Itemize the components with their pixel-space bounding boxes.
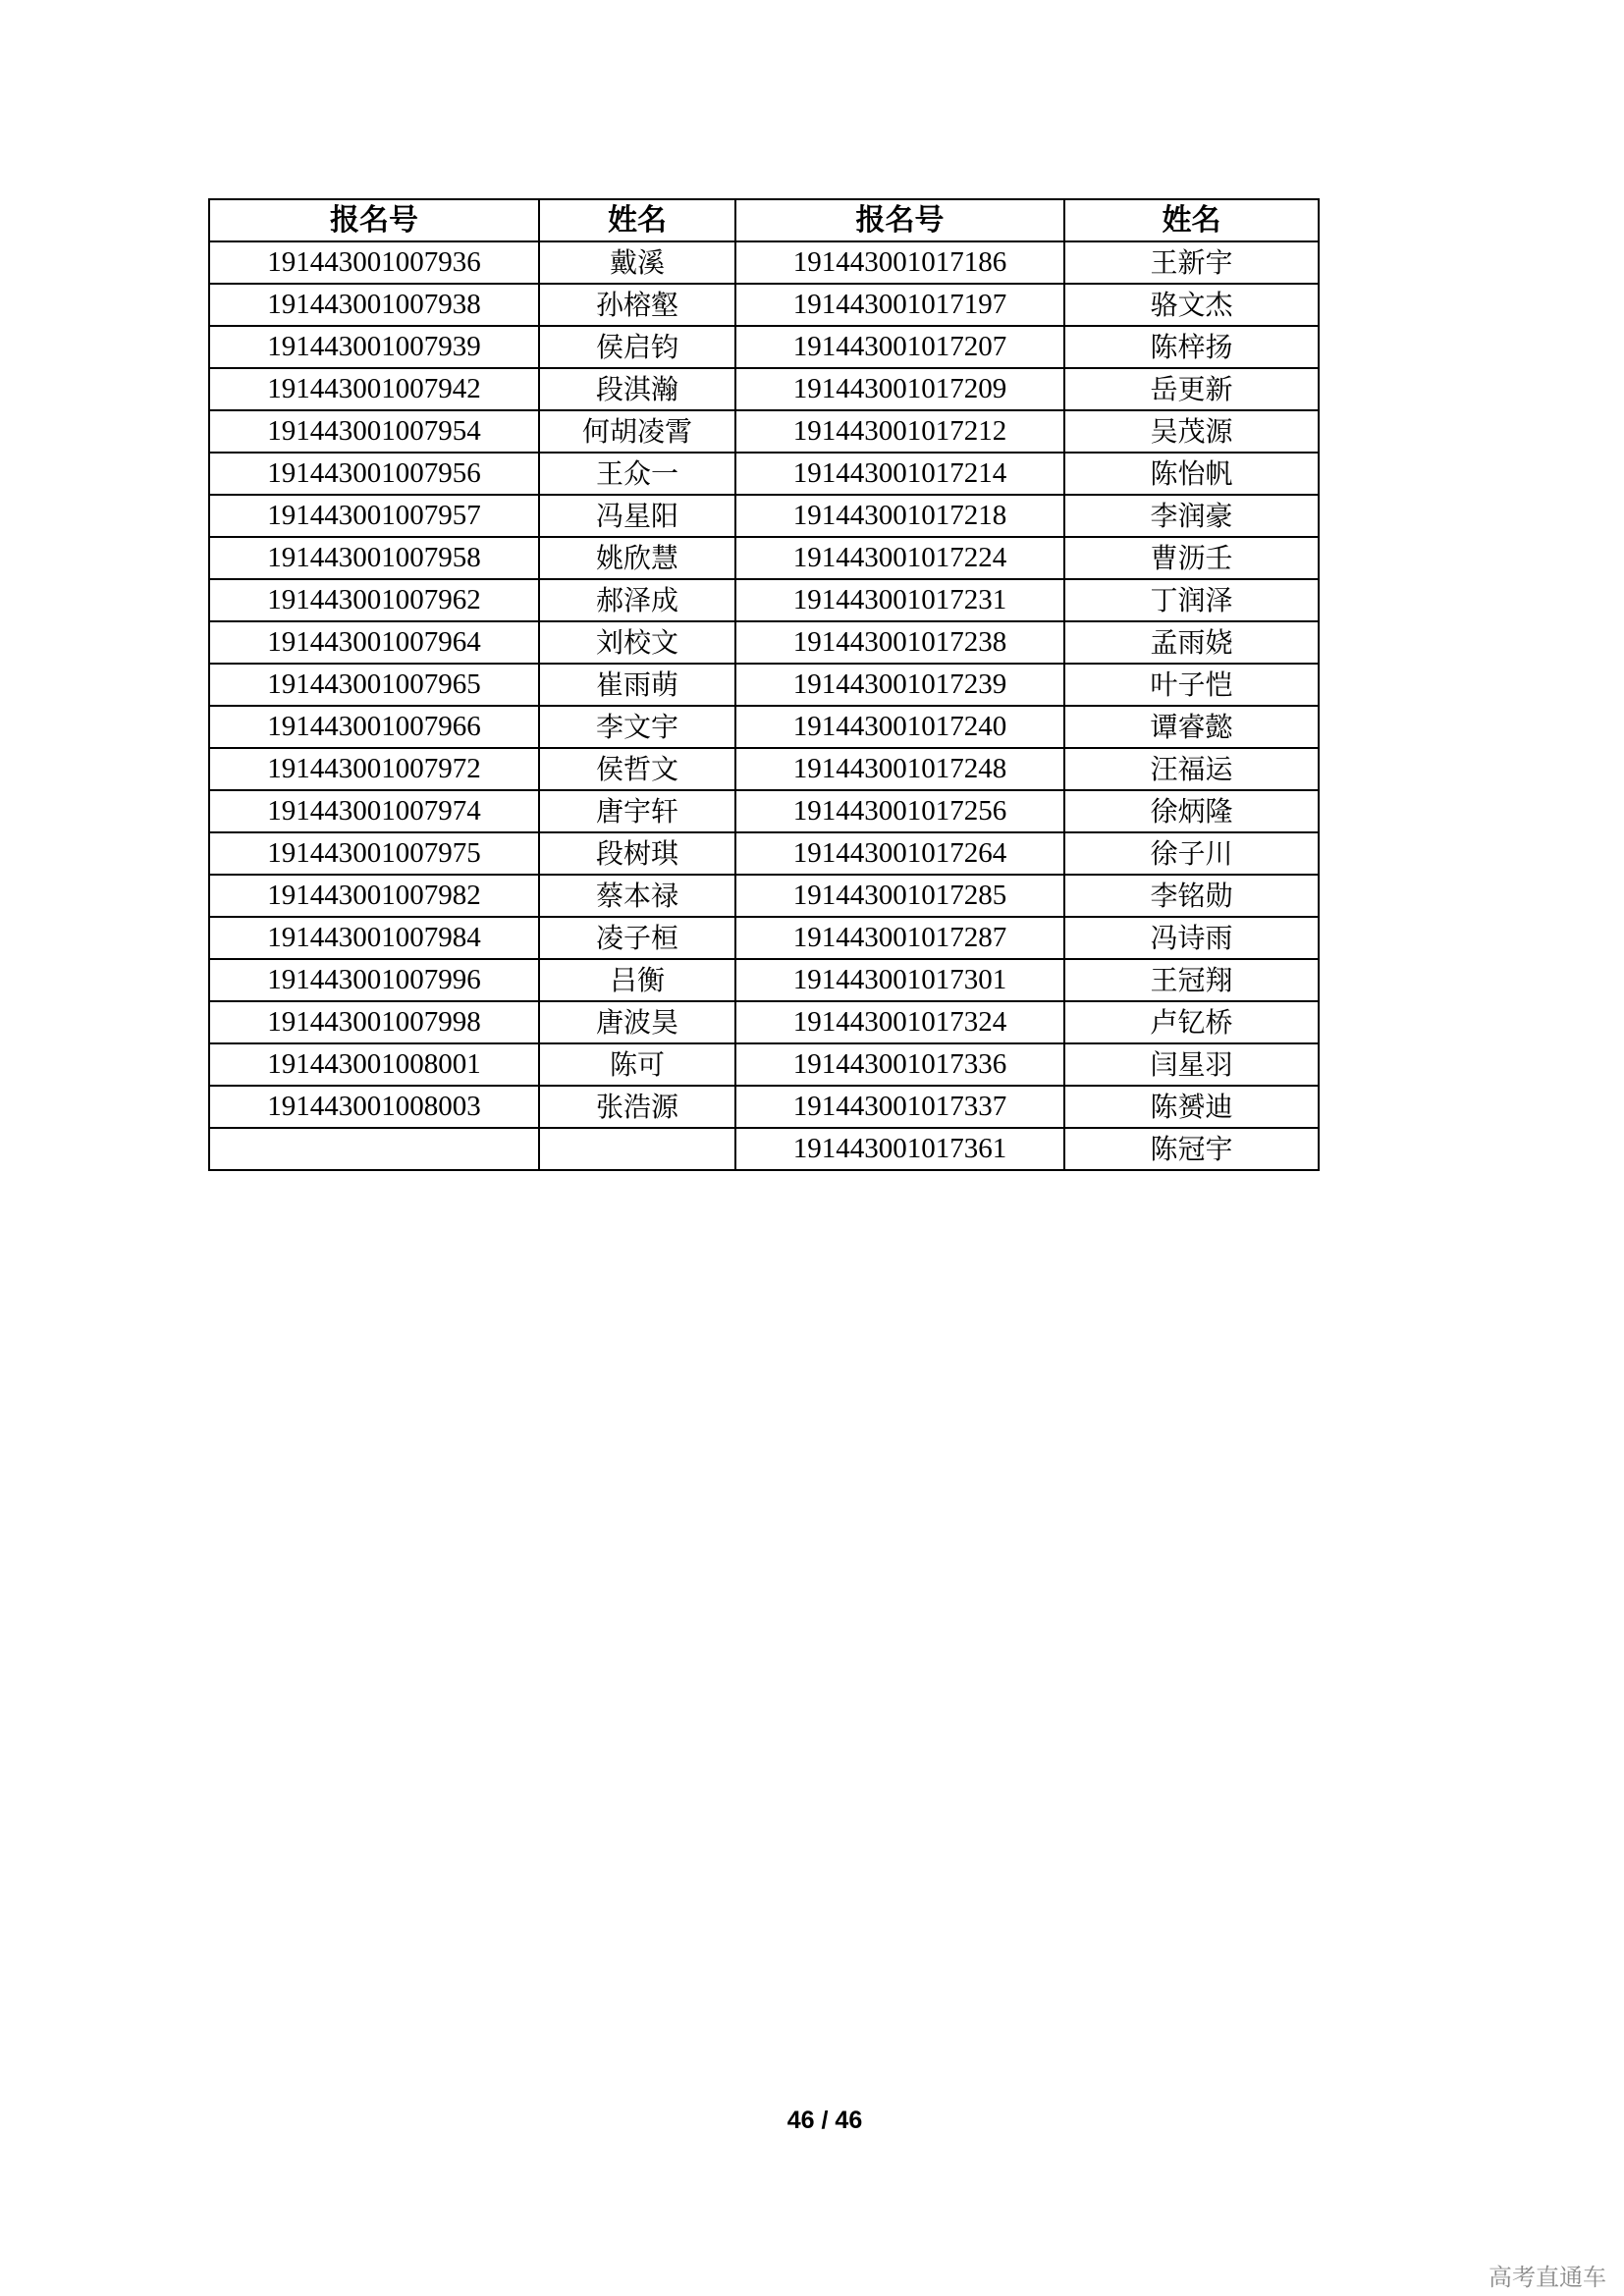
name-cell: 王众一 (539, 453, 735, 495)
name-cell: 冯星阳 (539, 495, 735, 537)
name-cell: 孟雨娆 (1064, 621, 1319, 664)
name-cell: 冯诗雨 (1064, 917, 1319, 959)
registration-number-cell: 191443001017287 (735, 917, 1064, 959)
registration-number-cell: 191443001007938 (209, 284, 539, 326)
registration-number-cell: 191443001017186 (735, 241, 1064, 284)
name-cell: 叶子恺 (1064, 664, 1319, 706)
registration-number-cell: 191443001007982 (209, 875, 539, 917)
name-cell: 段淇瀚 (539, 368, 735, 410)
registration-number-cell: 191443001007966 (209, 706, 539, 748)
table-row (209, 410, 1319, 453)
name-cell: 陈怡帆 (1064, 453, 1319, 495)
name-cell: 李润豪 (1064, 495, 1319, 537)
name-cell: 岳更新 (1064, 368, 1319, 410)
registration-number-cell: 191443001017361 (735, 1128, 1064, 1170)
table-row (209, 1043, 1319, 1086)
registration-number-cell: 191443001007996 (209, 959, 539, 1001)
name-cell: 何胡凌霄 (539, 410, 735, 453)
table-row (209, 832, 1319, 875)
header-name: 姓名 (1064, 199, 1319, 241)
table-row (209, 241, 1319, 284)
table-row (209, 1128, 1319, 1170)
registration-number-cell: 191443001017231 (735, 579, 1064, 621)
name-cell: 徐子川 (1064, 832, 1319, 875)
table-row (209, 368, 1319, 410)
name-cell: 吕衡 (539, 959, 735, 1001)
table-row (209, 495, 1319, 537)
page-number: 46 / 46 (786, 2107, 863, 2134)
table-row (209, 1086, 1319, 1128)
table-row (209, 326, 1319, 368)
name-cell: 侯哲文 (539, 748, 735, 790)
registration-number-cell: 191443001007965 (209, 664, 539, 706)
name-cell: 李铭勋 (1064, 875, 1319, 917)
name-cell: 孙榕壑 (539, 284, 735, 326)
table-row (209, 706, 1319, 748)
name-cell: 曹沥壬 (1064, 537, 1319, 579)
registration-number-cell: 191443001007984 (209, 917, 539, 959)
name-cell: 闫星羽 (1064, 1043, 1319, 1086)
table-row (209, 284, 1319, 326)
name-cell: 丁润泽 (1064, 579, 1319, 621)
name-cell: 徐炳隆 (1064, 790, 1319, 832)
table-row (209, 959, 1319, 1001)
registration-number-cell: 191443001017337 (735, 1086, 1064, 1128)
table-row (209, 875, 1319, 917)
name-cell: 陈可 (539, 1043, 735, 1086)
header-registration-number: 报名号 (209, 199, 539, 241)
registration-number-cell: 191443001017240 (735, 706, 1064, 748)
name-cell: 王冠翔 (1064, 959, 1319, 1001)
registration-number-cell: 191443001017264 (735, 832, 1064, 875)
table-body (209, 241, 1319, 1170)
table-row (209, 917, 1319, 959)
table-row (209, 664, 1319, 706)
name-cell: 郝泽成 (539, 579, 735, 621)
name-cell: 骆文杰 (1064, 284, 1319, 326)
registration-number-cell: 191443001017285 (735, 875, 1064, 917)
name-cell: 卢钇桥 (1064, 1001, 1319, 1043)
registration-number-cell: 191443001017301 (735, 959, 1064, 1001)
registration-number-cell: 191443001007975 (209, 832, 539, 875)
registration-table (208, 198, 1320, 1171)
registration-number-cell (209, 1128, 539, 1170)
registration-number-cell: 191443001008001 (209, 1043, 539, 1086)
registration-number-cell: 191443001007942 (209, 368, 539, 410)
name-cell: 侯启钧 (539, 326, 735, 368)
watermark-text: 高考直通车 (1489, 2264, 1606, 2291)
registration-number-cell: 191443001017336 (735, 1043, 1064, 1086)
registration-number-cell: 191443001017209 (735, 368, 1064, 410)
registration-number-cell: 191443001017207 (735, 326, 1064, 368)
table-row (209, 453, 1319, 495)
registration-number-cell: 191443001007974 (209, 790, 539, 832)
registration-number-cell: 191443001007939 (209, 326, 539, 368)
name-cell: 谭睿懿 (1064, 706, 1319, 748)
registration-number-cell: 191443001007964 (209, 621, 539, 664)
name-cell: 戴溪 (539, 241, 735, 284)
registration-number-cell: 191443001017224 (735, 537, 1064, 579)
name-cell: 崔雨萌 (539, 664, 735, 706)
name-cell: 唐宇轩 (539, 790, 735, 832)
name-cell: 陈梓扬 (1064, 326, 1319, 368)
registration-number-cell: 191443001007954 (209, 410, 539, 453)
registration-number-cell: 191443001017197 (735, 284, 1064, 326)
registration-number-cell: 191443001017324 (735, 1001, 1064, 1043)
name-cell: 段树琪 (539, 832, 735, 875)
registration-number-cell: 191443001008003 (209, 1086, 539, 1128)
header-name: 姓名 (539, 199, 735, 241)
name-cell: 陈冠宇 (1064, 1128, 1319, 1170)
name-cell: 李文宇 (539, 706, 735, 748)
name-cell: 凌子桓 (539, 917, 735, 959)
name-cell: 唐波昊 (539, 1001, 735, 1043)
name-cell: 汪福运 (1064, 748, 1319, 790)
name-cell (539, 1128, 735, 1170)
registration-number-cell: 191443001017218 (735, 495, 1064, 537)
name-cell: 吴茂源 (1064, 410, 1319, 453)
registration-number-cell: 191443001007958 (209, 537, 539, 579)
registration-number-cell: 191443001007957 (209, 495, 539, 537)
registration-number-cell: 191443001007998 (209, 1001, 539, 1043)
registration-number-cell: 191443001017214 (735, 453, 1064, 495)
name-cell: 刘校文 (539, 621, 735, 664)
name-cell: 姚欣慧 (539, 537, 735, 579)
name-cell: 张浩源 (539, 1086, 735, 1128)
registration-number-cell: 191443001017238 (735, 621, 1064, 664)
name-cell: 王新宇 (1064, 241, 1319, 284)
name-cell: 陈赟迪 (1064, 1086, 1319, 1128)
table-row (209, 1001, 1319, 1043)
table-row (209, 790, 1319, 832)
table-row (209, 748, 1319, 790)
table-row (209, 579, 1319, 621)
registration-number-cell: 191443001007962 (209, 579, 539, 621)
table-row (209, 537, 1319, 579)
registration-number-cell: 191443001017212 (735, 410, 1064, 453)
registration-number-cell: 191443001007936 (209, 241, 539, 284)
registration-number-cell: 191443001017256 (735, 790, 1064, 832)
table-row (209, 621, 1319, 664)
registration-number-cell: 191443001017248 (735, 748, 1064, 790)
header-registration-number: 报名号 (735, 199, 1064, 241)
registration-number-cell: 191443001017239 (735, 664, 1064, 706)
table-header-row (209, 199, 1319, 241)
registration-number-cell: 191443001007972 (209, 748, 539, 790)
registration-number-cell: 191443001007956 (209, 453, 539, 495)
name-cell: 蔡本禄 (539, 875, 735, 917)
